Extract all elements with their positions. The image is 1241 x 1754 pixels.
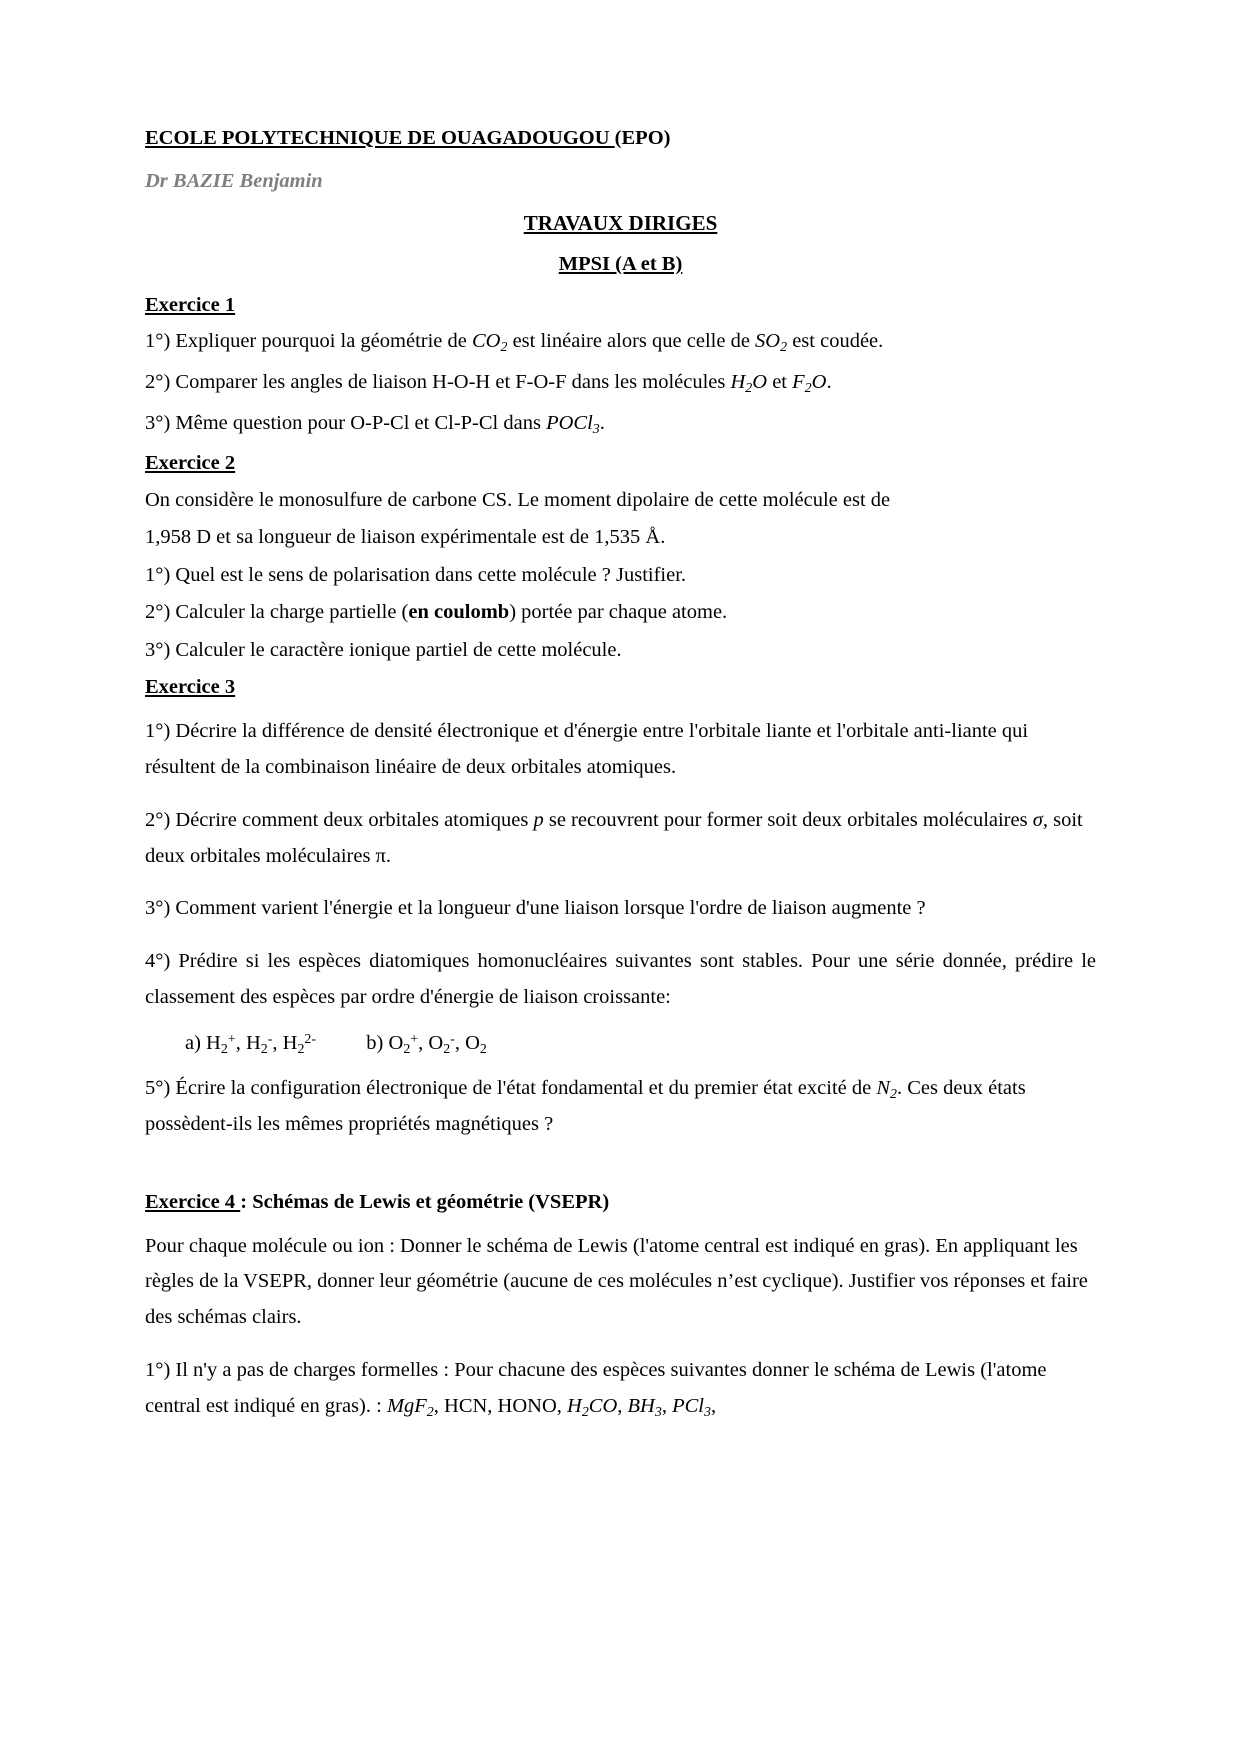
institution-name: ECOLE POLYTECHNIQUE DE OUAGADOUGOU	[145, 127, 615, 149]
document-body	[145, 128, 1096, 1425]
exercise-2-heading: Exercice 2	[145, 452, 236, 475]
exercise-3-heading: Exercice 3	[145, 676, 236, 699]
exercise-1-item-1: 1°) Expliquer pourquoi la géométrie de $CO_2$ est linéaire alors que celle de $SO_2$ est coudée.	[145, 330, 884, 355]
author-line: Dr BAZIE Benjamin	[145, 169, 323, 192]
exercise-2-item-2: 2°) Calculer la charge partielle (en coulomb) portée par chaque atome.	[145, 601, 728, 624]
exercise-3-sublist	[145, 1033, 1096, 1057]
exercise-2-item-3: 3°) Calculer le caractère ionique partiel de cette molécule.	[145, 638, 622, 661]
exercise-2-intro-line-2: 1,958 D et sa longueur de liaison expérimentale est de 1,535 Å.	[145, 526, 666, 549]
institution-heading	[145, 128, 1096, 149]
exercise-2-item-1: 1°) Quel est le sens de polarisation dans cette molécule ? Justifier.	[145, 563, 687, 586]
exercise-3-sublist-b: b) $O_2^+$, $O_2^-$, $O_2$	[366, 1032, 487, 1057]
exercise-4-item-1: 1°) Il n'y a pas de charges formelles : Pour chacune des espèces suivantes donner le schéma de Lewis (l'atome central est indiqué en gras). : MgF$_2$, HCN, HONO, $H_2CO$, $BH_3$, PCl$_3$,	[145, 1359, 1047, 1420]
institution-suffix: (EPO)	[614, 127, 671, 149]
document-title: TRAVAUX DIRIGES	[523, 211, 718, 235]
exercise-1-heading: Exercice 1	[145, 293, 236, 316]
exercise-3-sublist-a: a) $H_2^+$, $H_2^-$, $H_2^{2-}$	[185, 1032, 317, 1057]
exercise-1-item-3: 3°) Même question pour O-P-Cl et Cl-P-Cl dans POCl$_3$.	[145, 411, 605, 437]
exercise-1-item-2: 2°) Comparer les angles de liaison H-O-H et F-O-F dans les molécules $H_2O$ et $F_2O$.	[145, 370, 832, 396]
exercise-2-intro-line-1: On considère le monosulfure de carbone CS. Le moment dipolaire de cette molécule est de	[145, 488, 891, 511]
exercise-3-item-4: 4°) Prédire si les espèces diatomiques homonucléaires suivantes sont stables. Pour une série donnée, prédire le classement des espèces par ordre d'énergie de liaison croissante:	[145, 950, 1096, 1009]
exercise-3-item-1: 1°) Décrire la différence de densité électronique et d'énergie entre l'orbitale liante et l'orbitale anti-liante qui résultent de la combinaison linéaire de deux orbitales atomiques.	[145, 719, 1029, 778]
exercise-3-item-3: 3°) Comment varient l'énergie et la longueur d'une liaison lorsque l'ordre de liaison augmente ?	[145, 897, 926, 920]
document-subtitle: MPSI (A et B)	[558, 253, 683, 275]
exercise-4-intro: Pour chaque molécule ou ion : Donner le schéma de Lewis (l'atome central est indiqué en gras). En appliquant les règles de la VSEPR, donner leur géométrie (aucune de ces molécules n’est cyclique). Justifier vos réponses et faire des schémas clairs.	[145, 1234, 1088, 1329]
exercise-3-item-5: 5°) Écrire la configuration électronique de l'état fondamental et du premier état excité de $N_2$. Ces deux états possèdent-ils les mêmes propriétés magnétiques ?	[145, 1076, 1026, 1136]
exercise-3-item-2: 2°) Décrire comment deux orbitales atomiques p se recouvrent pour former soit deux orbitales moléculaires σ, soit deux orbitales moléculaires π.	[145, 808, 1083, 867]
exercise-4-heading: Exercice 4 : Schémas de Lewis et géométrie (VSEPR)	[145, 1191, 610, 1214]
section-spacer	[145, 1160, 1096, 1186]
